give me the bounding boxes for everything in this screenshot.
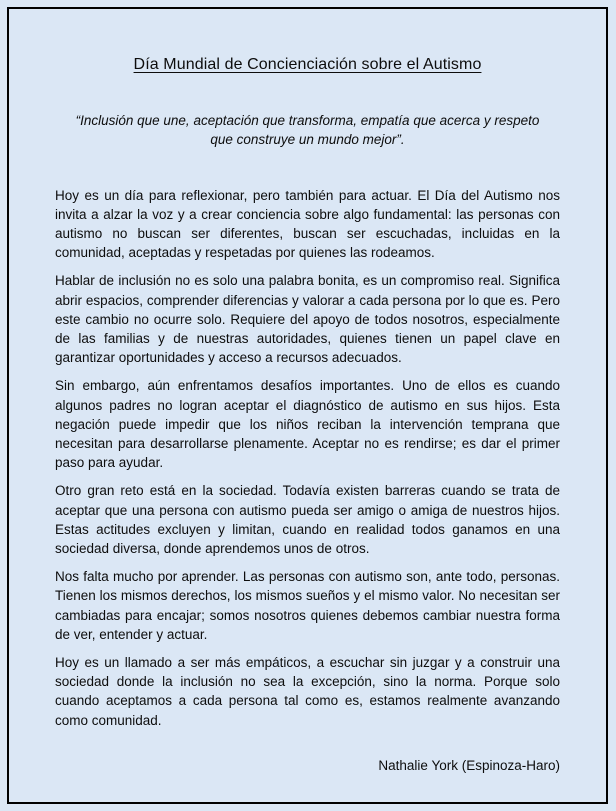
document-border-frame xyxy=(7,7,608,804)
document-body xyxy=(55,186,560,730)
document-title: Día Mundial de Concienciación sobre el Autismo xyxy=(133,56,482,73)
paragraph-3: Sin embargo, aún enfrentamos desafíos importantes. Uno de ellos es cuando algunos padres no logran aceptar el diagnóstico de autismo en sus hijos. Esta negación puede impedir que los niños reciban la intervención temprana que necesitan para desarrollarse plenamente. Aceptar no es rendirse; es dar el primer paso para ayudar. xyxy=(55,378,560,471)
paragraph-6: Hoy es un llamado a ser más empáticos, a escuchar sin juzgar y a construir una sociedad donde la inclusión no sea la excepción, sino la norma. Porque solo cuando aceptamos a cada persona tal como es, estamos realmente avanzando como comunidad. xyxy=(55,654,560,728)
paragraph-4: Otro gran reto está en la sociedad. Todavía existen barreras cuando se trata de aceptar que una persona con autismo pueda ser amigo o amiga de nuestros hijos. Estas actitudes excluyen y limitan, cuando en realidad todos ganamos en una sociedad diversa, donde aprendemos unos de otros. xyxy=(55,483,560,557)
paragraph-5: Nos falta mucho por aprender. Las personas con autismo son, ante todo, personas. Tienen los mismos derechos, los mismos sueños y el mismo valor. No necesitan ser cambiadas para encajar; somos nosotros quienes debemos cambiar nuestra forma de ver, entender y actuar. xyxy=(55,568,560,642)
document-quote: “Inclusión que une, aceptación que transforma, empatía que acerca y respeto que construye un mundo mejor”. xyxy=(75,113,540,148)
signature: Nathalie York (Espinoza-Haro) xyxy=(378,757,560,773)
paragraph-2: Hablar de inclusión no es solo una palabra bonita, es un compromiso real. Significa abrir espacios, comprender diferencias y valorar a cada persona por lo que es. Pero este cambio no ocurre solo. Requiere del apoyo de todos nosotros, especialmente de las familias y de nuestras autoridades, quienes tienen un papel clave en garantizar oportunidades y acceso a recursos adecuados. xyxy=(55,273,560,366)
paragraph-1: Hoy es un día para reflexionar, pero también para actuar. El Día del Autismo nos invita a alzar la voz y a crear conciencia sobre algo fundamental: las personas con autismo no buscan ser diferentes, buscan ser escuchadas, incluidas en la comunidad, aceptadas y respetadas por quienes las rodeamos. xyxy=(55,187,560,261)
